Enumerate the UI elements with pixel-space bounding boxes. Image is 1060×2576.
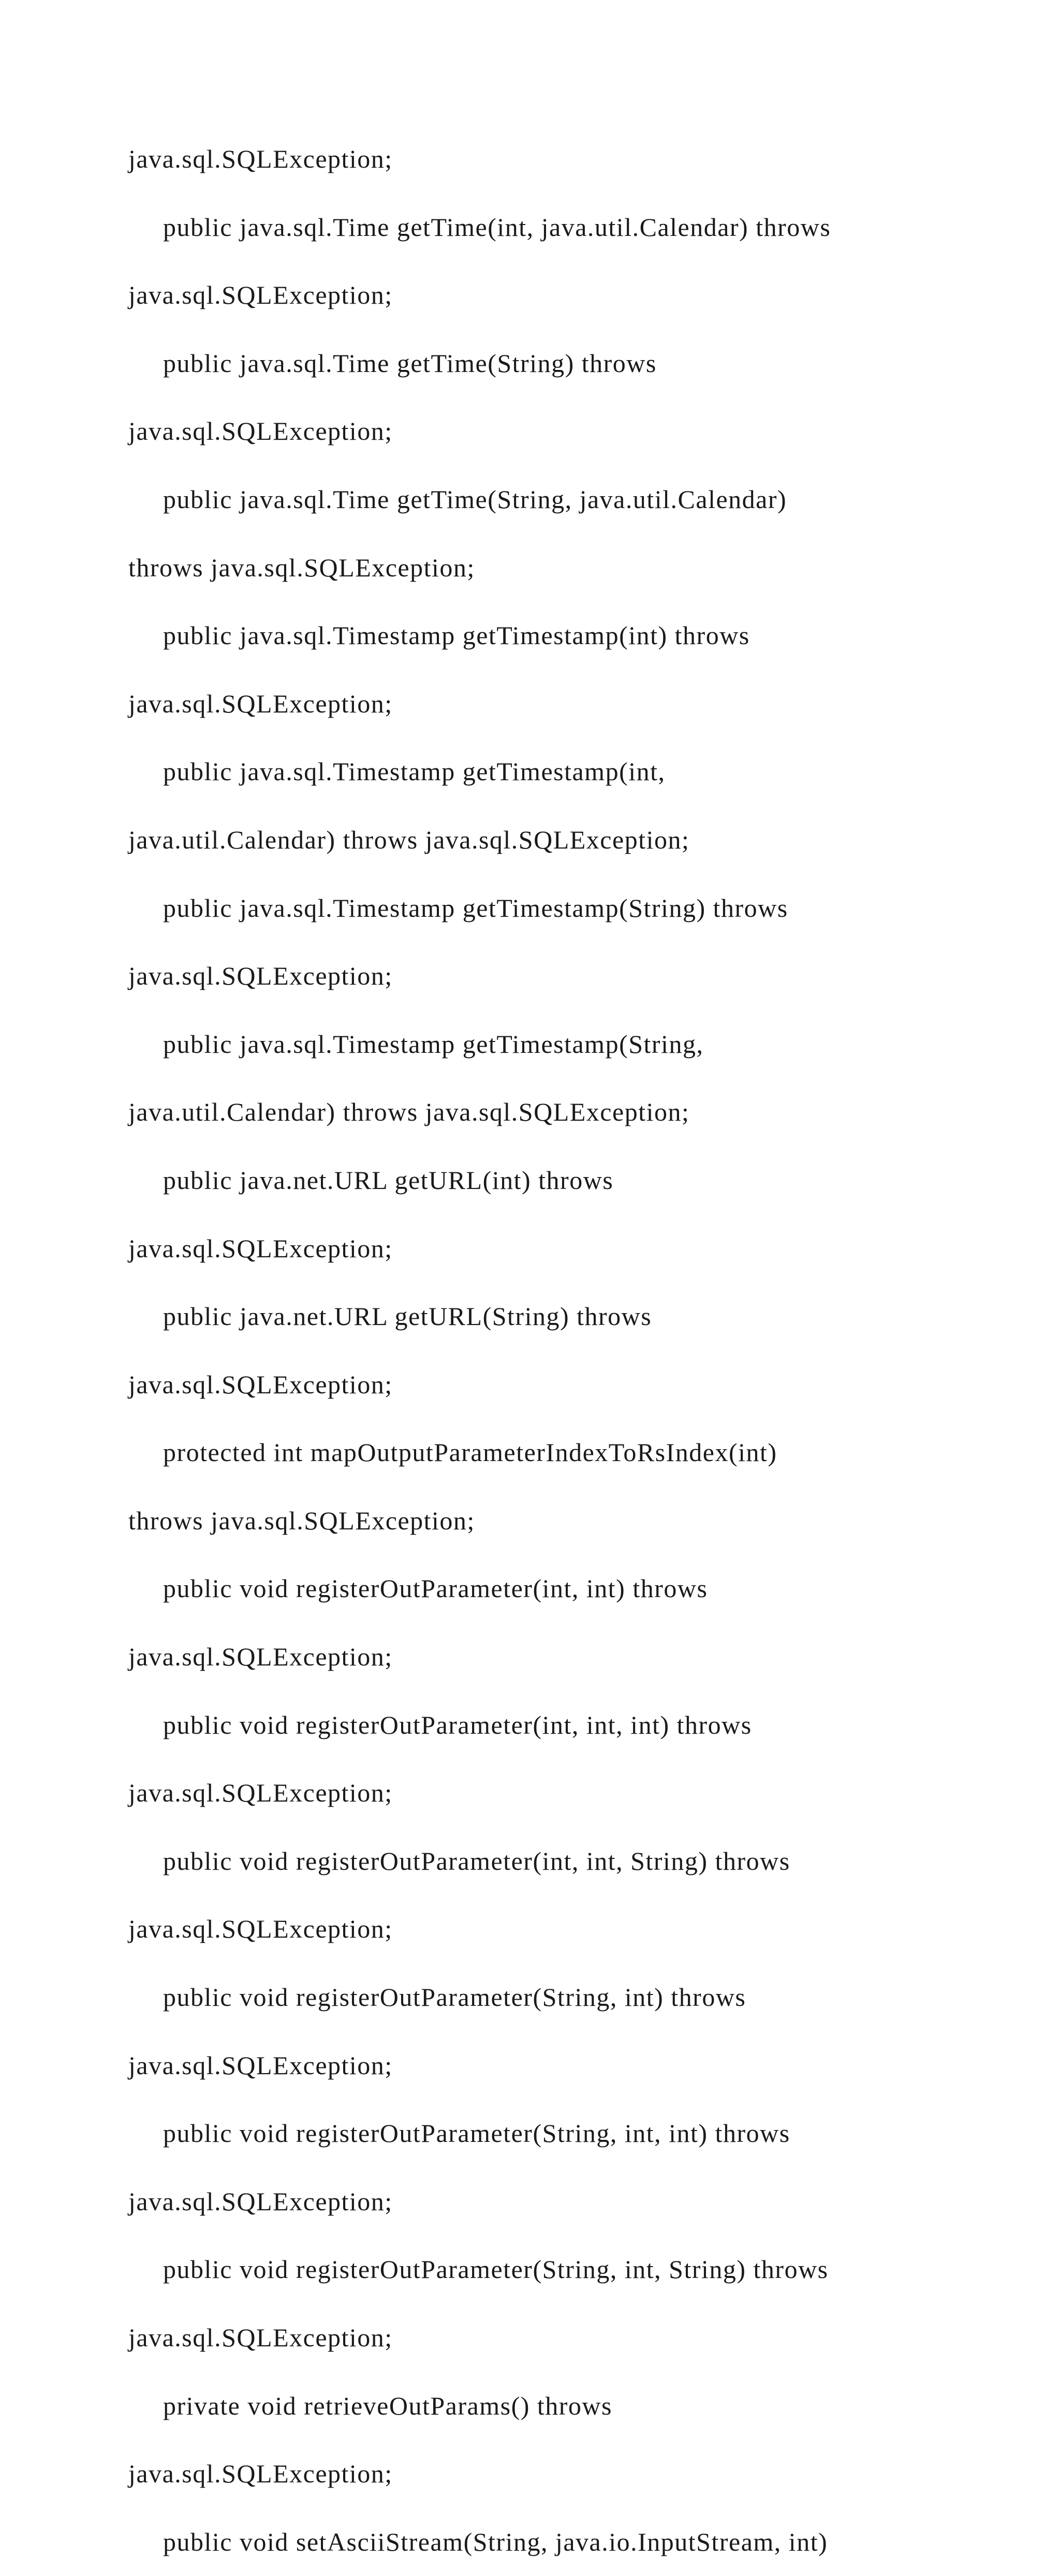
code-declaration-line: public void registerOutParameter(String, int, String) throws (163, 2255, 829, 2284)
code-declaration-line: public java.net.URL getURL(int) throws (163, 1165, 614, 1195)
code-continuation-line: java.sql.SQLException; (128, 2186, 393, 2216)
code-continuation-line: java.sql.SQLException; (128, 280, 393, 310)
code-listing (128, 125, 936, 2576)
code-continuation-line: java.sql.SQLException; (128, 1233, 393, 1263)
code-continuation-line: java.sql.SQLException; (128, 416, 393, 446)
code-declaration-line: public void registerOutParameter(String, int, int) throws (163, 2119, 790, 2148)
code-continuation-line: java.sql.SQLException; (128, 1642, 393, 1672)
code-declaration-line: public java.sql.Timestamp getTimestamp(int, (163, 757, 666, 786)
code-declaration-line: protected int mapOutputParameterIndexToRsIndex(int) (163, 1438, 777, 1467)
code-continuation-line: java.sql.SQLException; (128, 144, 393, 173)
code-continuation-line: java.sql.SQLException; (128, 2323, 393, 2352)
code-continuation-line: throws java.sql.SQLException; (128, 553, 475, 582)
code-continuation-line: java.sql.SQLException; (128, 2459, 393, 2489)
code-continuation-line: java.sql.SQLException; (128, 1914, 393, 1944)
code-declaration-line: private void retrieveOutParams() throws (163, 2391, 612, 2420)
code-declaration-line: public java.sql.Time getTime(String) throws (163, 348, 657, 378)
code-declaration-line: public void registerOutParameter(String, int) throws (163, 1983, 746, 2012)
code-declaration-line: public java.sql.Timestamp getTimestamp(int) throws (163, 621, 750, 650)
code-continuation-line: java.sql.SQLException; (128, 2050, 393, 2080)
code-continuation-line: java.util.Calendar) throws java.sql.SQLException; (128, 825, 690, 854)
code-declaration-line: public java.sql.Time getTime(String, java.util.Calendar) (163, 484, 787, 514)
code-declaration-line: public void registerOutParameter(int, int, int) throws (163, 1710, 752, 1739)
code-continuation-line: java.sql.SQLException; (128, 1778, 393, 1808)
code-declaration-line: public void registerOutParameter(int, int) throws (163, 1574, 708, 1603)
code-continuation-line: java.sql.SQLException; (128, 1369, 393, 1399)
code-continuation-line: java.sql.SQLException; (128, 961, 393, 991)
code-declaration-line: public java.sql.Timestamp getTimestamp(String) throws (163, 893, 788, 922)
code-declaration-line: public java.net.URL getURL(String) throws (163, 1302, 652, 1331)
code-declaration-line: public void setAsciiStream(String, java.io.InputStream, int) (163, 2527, 828, 2556)
code-declaration-line: public void registerOutParameter(int, int, String) throws (163, 1846, 790, 1875)
code-continuation-line: throws java.sql.SQLException; (128, 1506, 475, 1535)
code-declaration-line: public java.sql.Time getTime(int, java.util.Calendar) throws (163, 212, 831, 242)
code-continuation-line: java.util.Calendar) throws java.sql.SQLException; (128, 1097, 690, 1127)
code-declaration-line: public java.sql.Timestamp getTimestamp(String, (163, 1029, 704, 1059)
code-continuation-line: java.sql.SQLException; (128, 689, 393, 718)
